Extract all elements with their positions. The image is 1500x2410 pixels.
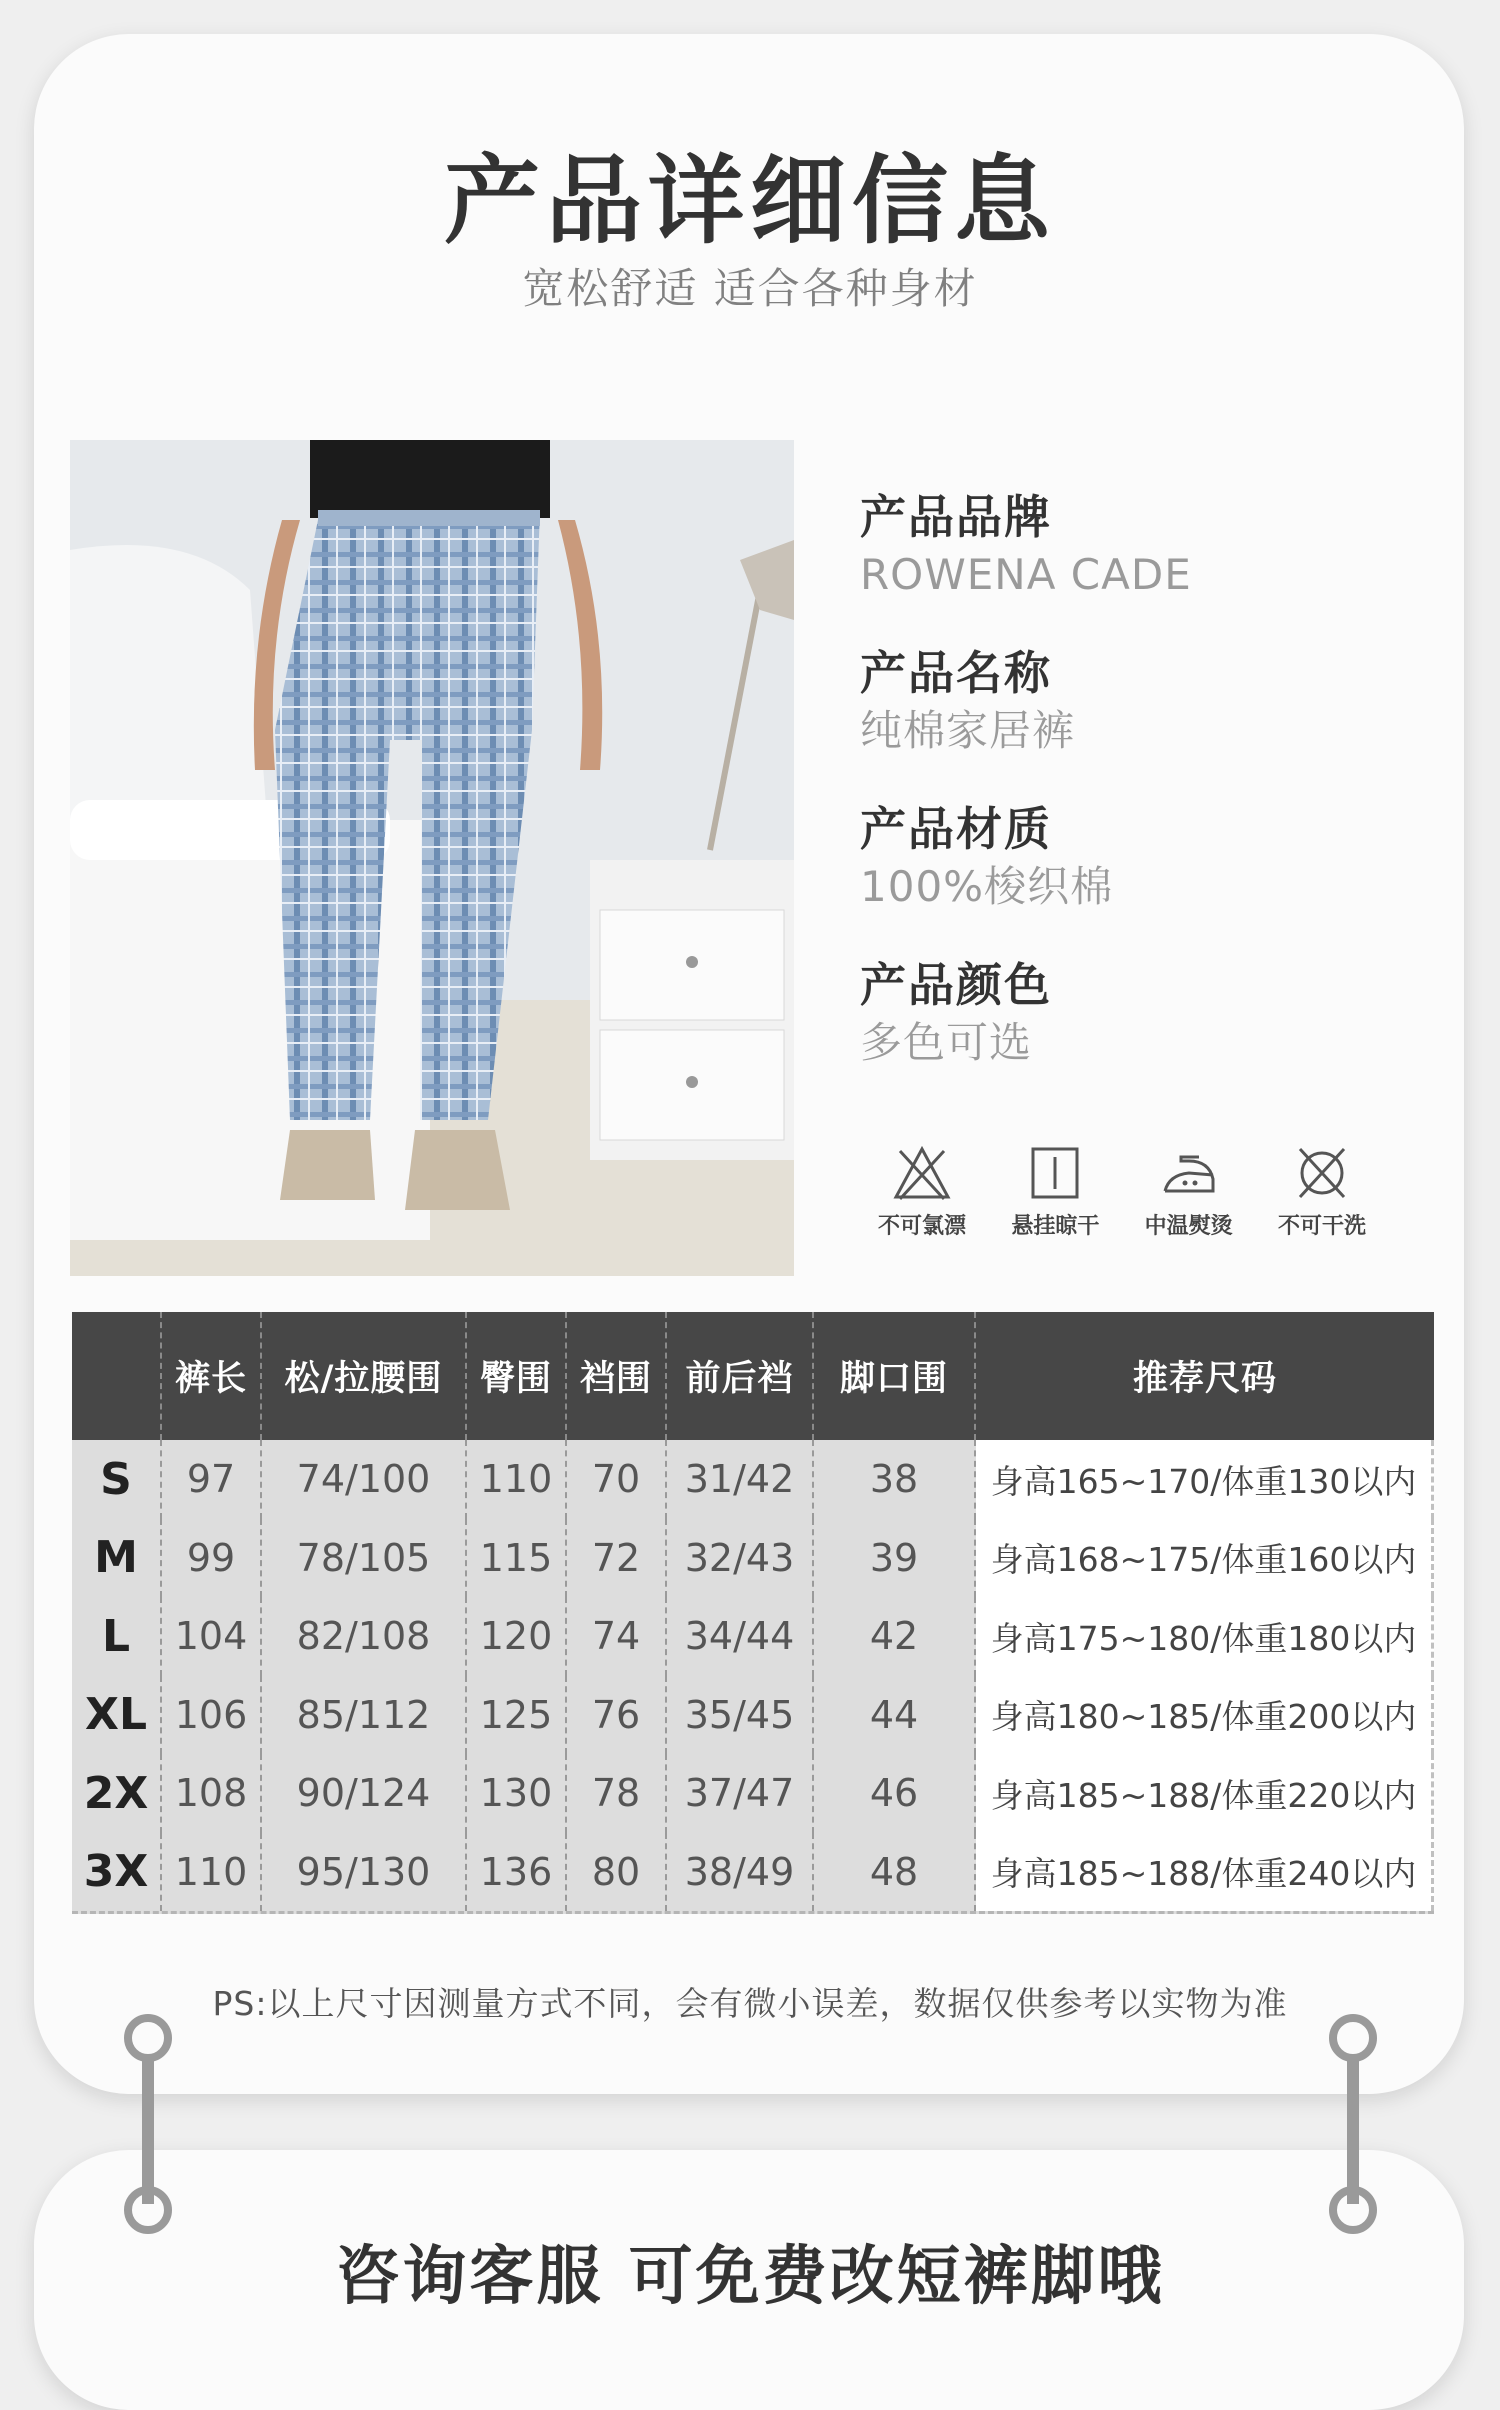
cell-rise: 38/49 [667, 1833, 814, 1912]
care-label: 不可干洗 [1277, 1214, 1366, 1239]
cell-hip: 136 [467, 1833, 567, 1912]
cell-length: 97 [162, 1440, 262, 1519]
cell-waist: 78/105 [262, 1519, 467, 1598]
cell-length: 106 [162, 1676, 262, 1755]
cell-recommended: 身高185~188/体重240以内 [976, 1833, 1434, 1912]
cell-recommended: 身高185~188/体重220以内 [976, 1754, 1434, 1833]
medium-iron-icon [1159, 1145, 1219, 1201]
cell-length: 99 [162, 1519, 262, 1598]
cell-leg-opening: 39 [814, 1519, 976, 1598]
care-label: 悬挂晾干 [1011, 1214, 1100, 1239]
cell-waist: 74/100 [262, 1440, 467, 1519]
care-hang-dry [995, 1145, 1115, 1240]
cell-thigh: 80 [567, 1833, 667, 1912]
cell-waist: 90/124 [262, 1754, 467, 1833]
info-brand [860, 488, 1420, 604]
info-name [860, 644, 1420, 760]
cell-hip: 115 [467, 1519, 567, 1598]
cell-thigh: 78 [567, 1754, 667, 1833]
cell-rise: 34/44 [667, 1597, 814, 1676]
left-hook-icon [120, 2010, 176, 2240]
care-no-bleach [862, 1145, 982, 1240]
no-dry-clean-icon [1292, 1145, 1352, 1201]
table-row [72, 1754, 1434, 1833]
info-color [860, 956, 1420, 1072]
cell-hip: 130 [467, 1754, 567, 1833]
care-instructions [862, 1145, 1382, 1240]
name-value: 纯棉家居裤 [860, 706, 1076, 755]
care-no-dry-clean [1262, 1145, 1382, 1240]
hang-dry-icon [1025, 1145, 1085, 1201]
table-row [72, 1597, 1434, 1676]
cell-rise: 32/43 [667, 1519, 814, 1598]
cell-leg-opening: 48 [814, 1833, 976, 1912]
header-length: 裤长 [162, 1312, 262, 1440]
cell-waist: 85/112 [262, 1676, 467, 1755]
cell-thigh: 72 [567, 1519, 667, 1598]
name-label: 产品名称 [860, 646, 1052, 700]
header-size [72, 1312, 162, 1440]
material-label: 产品材质 [860, 802, 1052, 856]
product-info [860, 488, 1420, 1112]
cell-recommended: 身高175~180/体重180以内 [976, 1597, 1434, 1676]
header-recommended: 推荐尺码 [1132, 1359, 1277, 1399]
table-header [72, 1312, 1434, 1440]
cell-thigh: 74 [567, 1597, 667, 1676]
color-label: 产品颜色 [860, 958, 1052, 1012]
brand-value: ROWENA CADE [860, 550, 1192, 599]
header-rise: 前后裆 [667, 1312, 814, 1440]
size-table [72, 1312, 1434, 1914]
measurement-note: PS:以上尺寸因测量方式不同，会有微小误差，数据仅供参考以实物为准 [212, 1984, 1288, 2023]
cell-rise: 35/45 [667, 1676, 814, 1755]
cell-size: 2X [72, 1754, 162, 1833]
cell-leg-opening: 42 [814, 1597, 976, 1676]
cell-recommended: 身高180~185/体重200以内 [976, 1676, 1434, 1755]
cell-hip: 120 [467, 1597, 567, 1676]
cell-waist: 95/130 [262, 1833, 467, 1912]
table-row [72, 1833, 1434, 1912]
product-photo [70, 440, 794, 1276]
header-hip: 臀围 [467, 1312, 567, 1440]
cell-leg-opening: 46 [814, 1754, 976, 1833]
cell-length: 104 [162, 1597, 262, 1676]
material-value: 100%梭织棉 [860, 862, 1114, 911]
color-value: 多色可选 [860, 1018, 1033, 1067]
cell-size: M [72, 1519, 162, 1598]
brand-label: 产品品牌 [860, 490, 1052, 544]
cell-leg-opening: 44 [814, 1676, 976, 1755]
cell-hip: 110 [467, 1440, 567, 1519]
cell-hip: 125 [467, 1676, 567, 1755]
cell-length: 110 [162, 1833, 262, 1912]
table-row [72, 1676, 1434, 1755]
cell-waist: 82/108 [262, 1597, 467, 1676]
page-subtitle: 宽松舒适 适合各种身材 [522, 264, 978, 313]
cell-thigh: 70 [567, 1440, 667, 1519]
table-row [72, 1519, 1434, 1598]
table-body [72, 1440, 1434, 1914]
info-material [860, 800, 1420, 916]
cell-size: L [72, 1597, 162, 1676]
care-label: 中温熨烫 [1144, 1214, 1233, 1239]
no-bleach-icon [892, 1145, 952, 1201]
right-hook-icon [1325, 2010, 1381, 2240]
cell-rise: 31/42 [667, 1440, 814, 1519]
cell-recommended: 身高168~175/体重160以内 [976, 1519, 1434, 1598]
cell-size: 3X [72, 1833, 162, 1912]
table-row [72, 1440, 1434, 1519]
cell-leg-opening: 38 [814, 1440, 976, 1519]
cell-rise: 37/47 [667, 1754, 814, 1833]
service-banner: 咨询客服 可免费改短裤脚哦 [335, 2240, 1165, 2314]
cell-length: 108 [162, 1754, 262, 1833]
header-thigh: 裆围 [567, 1312, 667, 1440]
page-title: 产品详细信息 [444, 145, 1056, 257]
header-leg-opening: 脚口围 [814, 1312, 976, 1440]
care-medium-iron [1129, 1145, 1249, 1240]
cell-recommended: 身高165~170/体重130以内 [976, 1440, 1434, 1519]
header-waist: 松/拉腰围 [262, 1312, 467, 1440]
care-label: 不可氯漂 [877, 1214, 966, 1239]
cell-size: S [72, 1440, 162, 1519]
cell-size: XL [72, 1676, 162, 1755]
cell-thigh: 76 [567, 1676, 667, 1755]
